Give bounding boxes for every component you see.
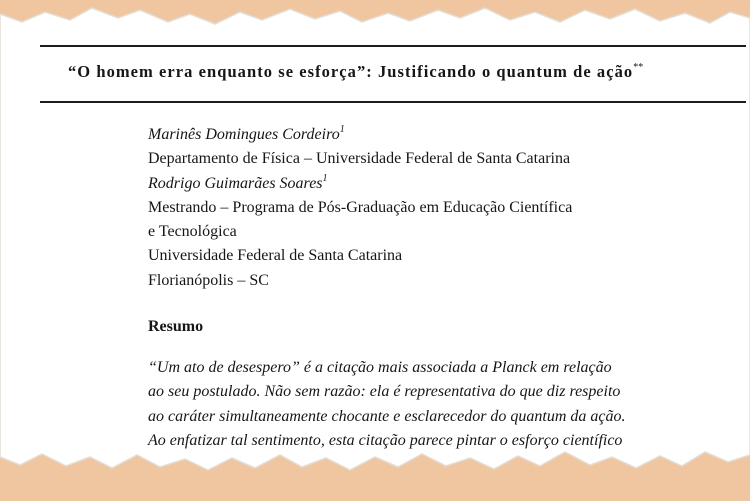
location-line: Florianópolis – SC	[148, 271, 269, 289]
affiliation-line: e Tecnológica	[148, 223, 237, 241]
author-name-text: Rodrigo Guimarães Soares	[148, 174, 323, 192]
author-footnote-mark: 1	[339, 124, 345, 135]
affiliation-line: Departamento de Física – Universidade Federal de Santa Catarina	[148, 150, 571, 168]
paper-title	[68, 62, 748, 82]
title-footnote-mark: **	[633, 62, 644, 73]
abstract-line: “Um ato de desespero” é a citação mais associada a Planck em relação	[148, 359, 612, 376]
abstract-heading: Resumo	[148, 318, 204, 335]
abstract-line: ao caráter simultaneamente chocante e esclarecedor do quantum da ação.	[148, 407, 626, 425]
author-name	[148, 172, 572, 196]
paper-title-text: “O homem erra enquanto se esforça”: Justificando o quantum de ação	[68, 62, 634, 81]
affiliation-line: Universidade Federal de Santa Catarina	[148, 247, 403, 265]
author-footnote-mark: 1	[322, 172, 328, 184]
affiliation-line: Mestrando – Programa de Pós-Graduação em Educação Científica	[148, 198, 573, 216]
abstract-body	[148, 356, 678, 453]
author-name	[148, 123, 572, 147]
author-affiliation-block	[148, 123, 572, 293]
author-name-text: Marinês Domingues Cordeiro	[148, 126, 340, 143]
abstract-line: Ao enfatizar tal sentimento, esta citação parece pintar o esforço científico	[148, 431, 623, 449]
title-rule-top	[40, 45, 746, 47]
abstract-line: ao seu postulado. Não sem razão: ela é representativa do que diz respeito	[148, 383, 621, 401]
title-rule-bottom	[40, 101, 746, 103]
